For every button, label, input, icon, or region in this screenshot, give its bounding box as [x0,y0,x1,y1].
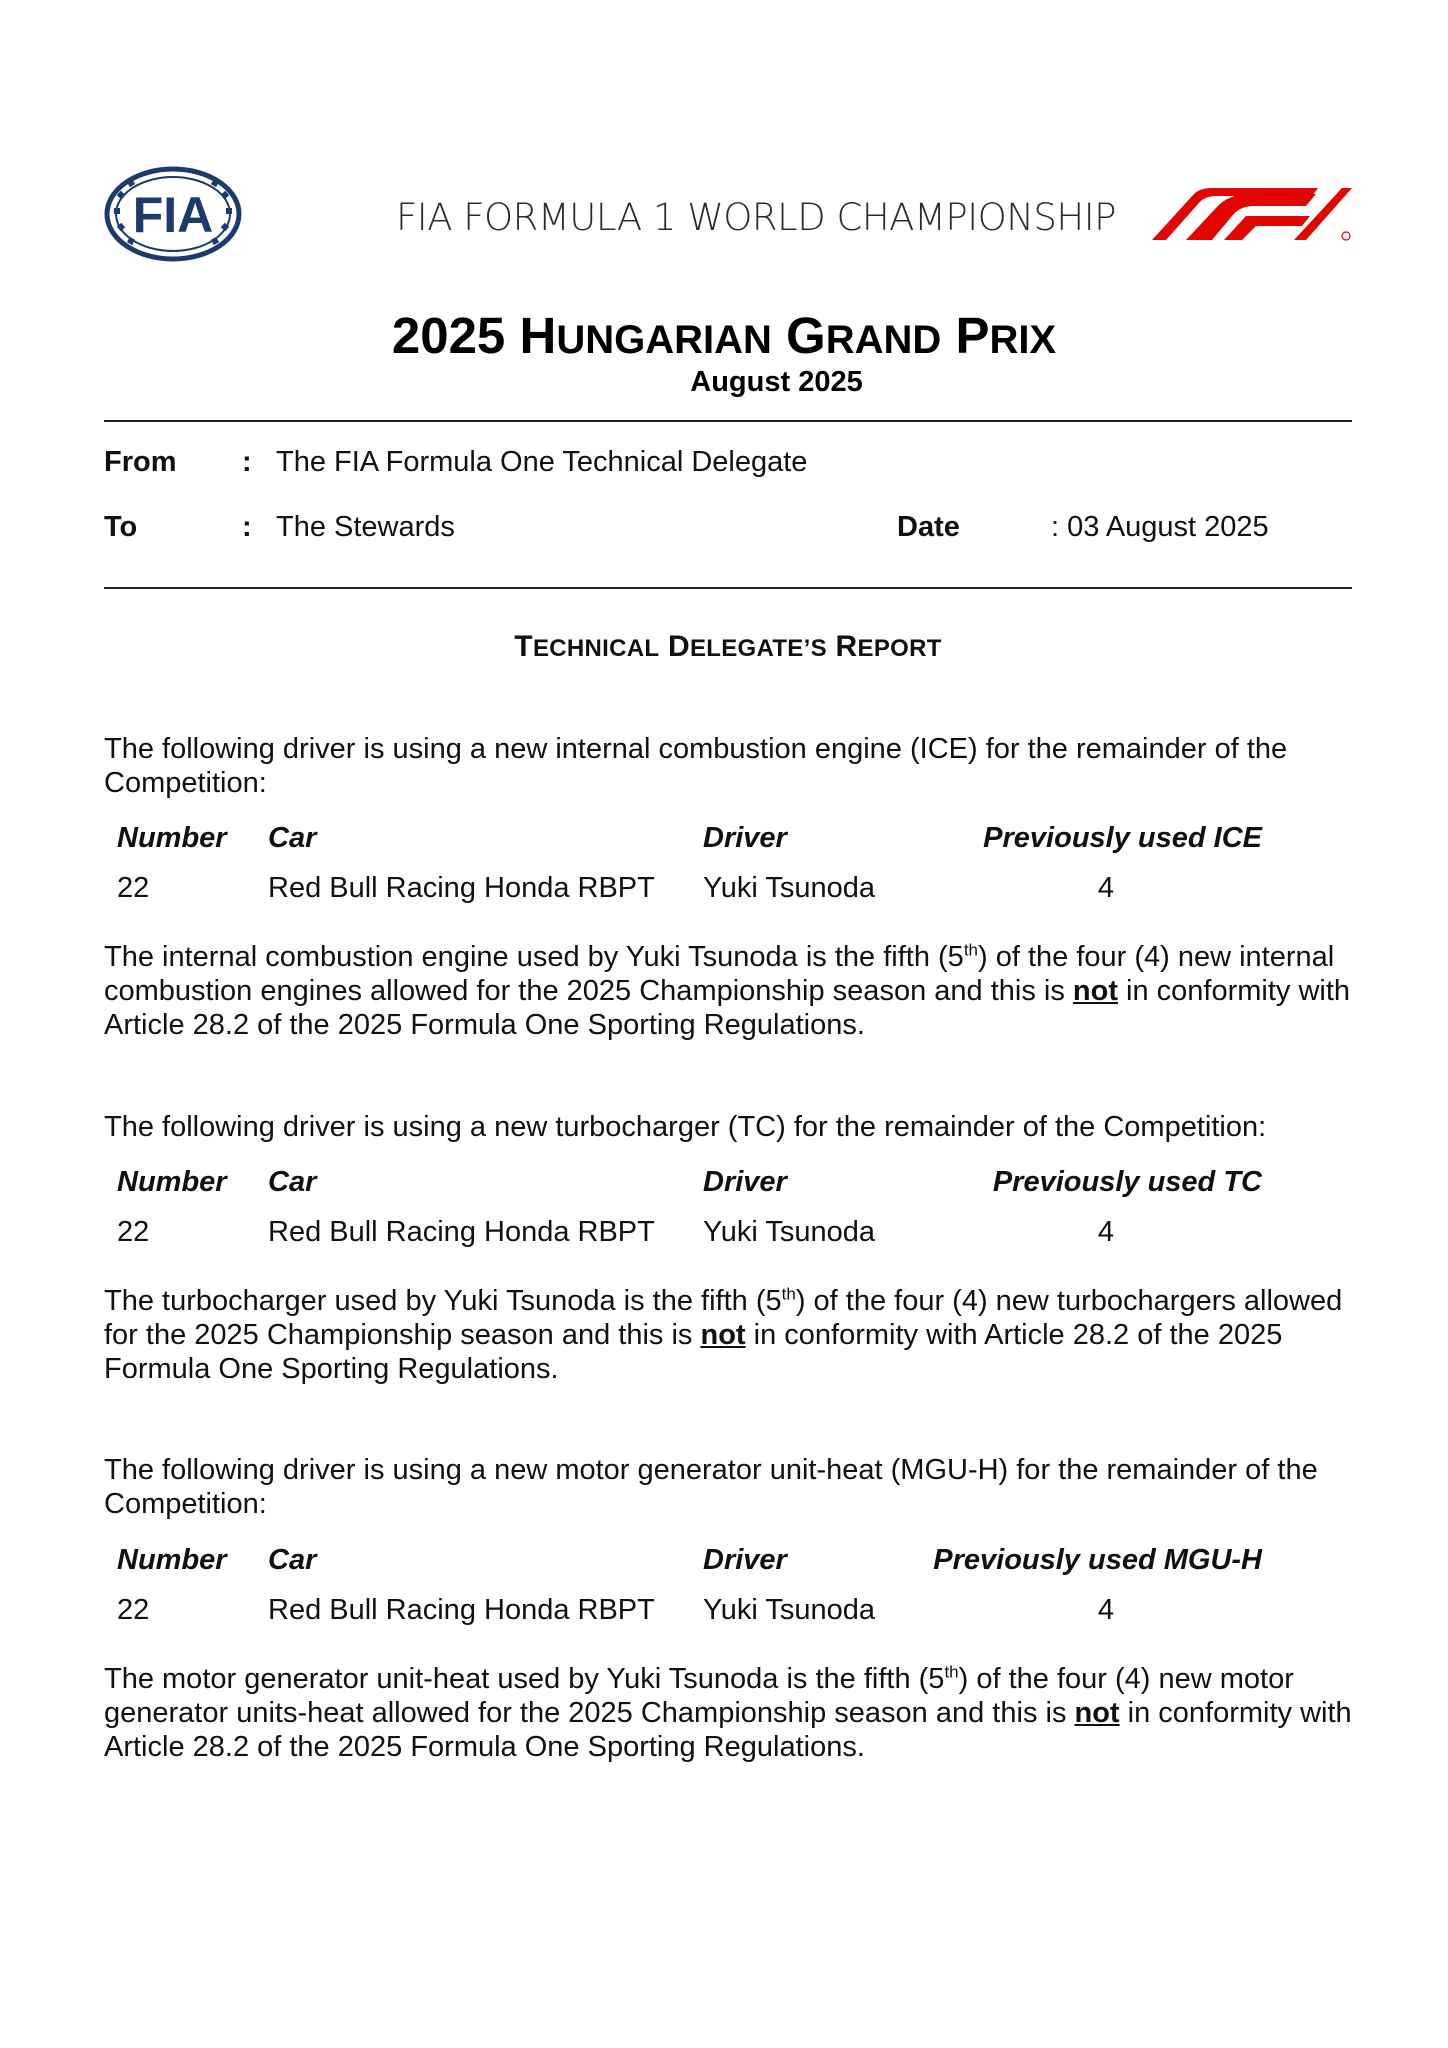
cell-driver: Yuki Tsunoda [703,872,875,904]
from-colon: : [242,446,252,478]
cell-number: 22 [117,1594,150,1626]
cell-car: Red Bull Racing Honda RBPT [268,1216,655,1248]
cell-car: Red Bull Racing Honda RBPT [268,872,655,904]
emphasis-not: not [1072,975,1118,1007]
col-car: Car [268,822,317,854]
cell-driver: Yuki Tsunoda [703,1216,875,1248]
col-number: Number [117,822,227,854]
from-value: The FIA Formula One Technical Delegate [276,446,808,478]
cell-number: 22 [117,1216,150,1248]
report-title: TECHNICAL DELEGATE’S REPORT [514,630,942,663]
divider [104,420,1352,422]
date-value: : 03 August 2025 [1051,511,1269,543]
col-number: Number [117,1166,227,1198]
fia-logo-text: FIA [132,187,214,243]
col-driver: Driver [703,1166,787,1198]
f1-logo [1146,186,1352,242]
to-value: The Stewards [276,511,455,543]
cell-number: 22 [117,872,150,904]
cell-driver: Yuki Tsunoda [703,1594,875,1626]
col-previously-used: Previously used TC [992,1166,1262,1198]
col-driver: Driver [703,1544,787,1576]
cell-previously-used: 4 [1097,1216,1115,1248]
section-tc-intro: The following driver is using a new turbocharger (TC) for the remainder of the Competition: [104,1111,1267,1143]
cell-car: Red Bull Racing Honda RBPT [268,1594,655,1626]
emphasis-not: not [700,1319,746,1351]
to-colon: : [242,511,252,543]
event-date: August 2025 [690,366,863,398]
from-label: From [104,446,177,478]
fia-logo [104,166,242,262]
section-mguh-intro: The following driver is using a new motor generator unit-heat (MGU-H) for the remainder of the Competition: [104,1454,1318,1520]
event-title: 2025 HUNGARIAN GRAND PRIX [391,307,1057,364]
emphasis-not: not [1074,1697,1120,1729]
section-mguh-body: The motor generator unit-heat used by Yuki Tsunoda is the fifth (5th) of the four (4) new motor generator units-heat allowed for the 2025 Championship season and this is not in conformity with Article 28.2 of the 2025 Formula One Sporting Regulations. [104,1662,1352,1763]
section-ice-body: The internal combustion engine used by Yuki Tsunoda is the fifth (5th) of the four (4) new internal combustion engines allowed for the 2025 Championship season and this is not in conformity with Article 28.2 of the 2025 Formula One Sporting Regulations. [104,940,1351,1041]
col-driver: Driver [703,822,787,854]
date-label: Date [897,511,960,543]
col-previously-used: Previously used MGU-H [933,1544,1262,1576]
col-number: Number [117,1544,227,1576]
col-previously-used: Previously used ICE [983,822,1262,854]
col-car: Car [268,1544,317,1576]
cell-previously-used: 4 [1097,872,1115,904]
championship-title: FIA FORMULA 1 WORLD CHAMPIONSHIP [396,196,1116,239]
section-tc-body: The turbocharger used by Yuki Tsunoda is the fifth (5th) of the four (4) new turbochargers allowed for the 2025 Championship season and this is not in conformity with Article 28.2 of the 2025 Formula One Sporting Regulations. [104,1284,1343,1385]
to-label: To [104,511,138,543]
divider [104,587,1352,589]
col-car: Car [268,1166,317,1198]
cell-previously-used: 4 [1097,1594,1115,1626]
section-ice-intro: The following driver is using a new internal combustion engine (ICE) for the remainder of the Competition: [104,733,1288,799]
